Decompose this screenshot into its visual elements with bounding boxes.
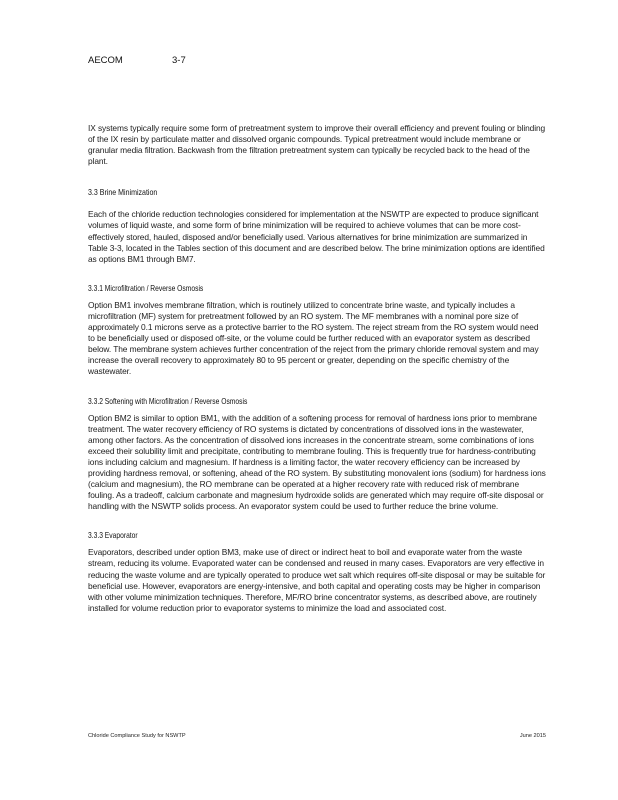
intro-paragraph: IX systems typically require some form of pretreatment system to improve their overall efficiency and prevent fouling or blinding of the IX resin by particulate matter and dissolved organic compounds. Typical pretreatment would include membrane or granular media filtration. Backwash from the filtration pretreatment system can typically be recycled back to the head of the plant. [88,123,546,167]
section-3-3-1-heading: 3.3.1 Microfiltration / Reverse Osmosis [88,283,204,293]
footer-title: Chloride Compliance Study for NSWTP [88,733,186,739]
header-org: AECOM [88,55,123,66]
section-3-3-3-heading: 3.3.3 Evaporator [88,531,138,541]
page-footer [88,733,546,739]
section-3-3-2-heading: 3.3.2 Softening with Microfiltration / Reverse Osmosis [88,396,248,406]
document-body [88,123,546,614]
header-page-number: 3-7 [172,55,186,66]
page-header [88,55,186,66]
section-3-3-heading: 3.3 Brine Minimization [88,187,158,198]
footer-date: June 2015 [519,733,546,739]
section-3-3-3-paragraph: Evaporators, described under option BM3, make use of direct or indirect heat to boil and evaporate water from the waste stream, reducing its volume. Evaporated water can be condensed and reused in many cases. Evaporators are very effective in reducing the waste volume and are typically operated to produce wet salt which requires off-site disposal or may be suitable for beneficial use. However, evaporators are energy-intensive, and both capital and operating costs may be higher in comparison with other volume minimization techniques. Therefore, MF/RO brine concentrator systems, as described above, are routinely installed for volume reduction prior to evaporator systems to minimize the load and associated cost. [88,547,546,613]
section-3-3-paragraph: Each of the chloride reduction technologies considered for implementation at the NSWTP are expected to produce significant volumes of liquid waste, and some form of brine minimization will be required to achieve volumes that can be more cost-effectively stored, hauled, disposed and/or beneficially used. Various alternatives for brine minimization are summarized in Table 3-3, located in the Tables section of this document and are described below. The brine minimization options are identified as options BM1 through BM7. [88,209,545,264]
section-3-3-1-paragraph: Option BM1 involves membrane filtration, which is routinely utilized to concentrate brine waste, and typically includes a microfiltration (MF) system for pretreatment followed by an RO system. The MF membranes with a nominal pore size of approximately 0.1 microns serve as a protective barrier to the RO system. The reject stream from the RO system would need to be beneficially used or disposed off-site, or the volume could be further reduced with an evaporator system as described below. The membrane system achieves further concentration of the reject from the primary chloride removal system and may increase the overall recovery to approximately 80 to 95 percent or greater, depending on the specific chemistry of the wastewater. [88,299,539,377]
section-3-3-2-paragraph: Option BM2 is similar to option BM1, with the addition of a softening process for removal of hardness ions prior to membrane treatment. The water recovery efficiency of RO systems is dictated by concentrations of dissolved ions in the wastewater, among other factors. As the concentration of dissolved ions increases in the concentrate stream, some combinations of ions exceed their solubility limit and precipitate, contributing to membrane fouling. This is frequently true for hardness-contributing ions including calcium and magnesium. If hardness is a limiting factor, the water recovery efficiency can be increased by providing hardness removal, or softening, ahead of the RO system. By substituting monovalent ions (sodium) for hardness ions (calcium and magnesium), the RO membrane can be operated at a higher recovery rate with reduced risk of membrane fouling. As a tradeoff, calcium carbonate and magnesium hydroxide solids are generated which may require off-site disposal or handling with the NSWTP solids process. An evaporator system could be used to further reduce the brine volume. [88,412,546,512]
